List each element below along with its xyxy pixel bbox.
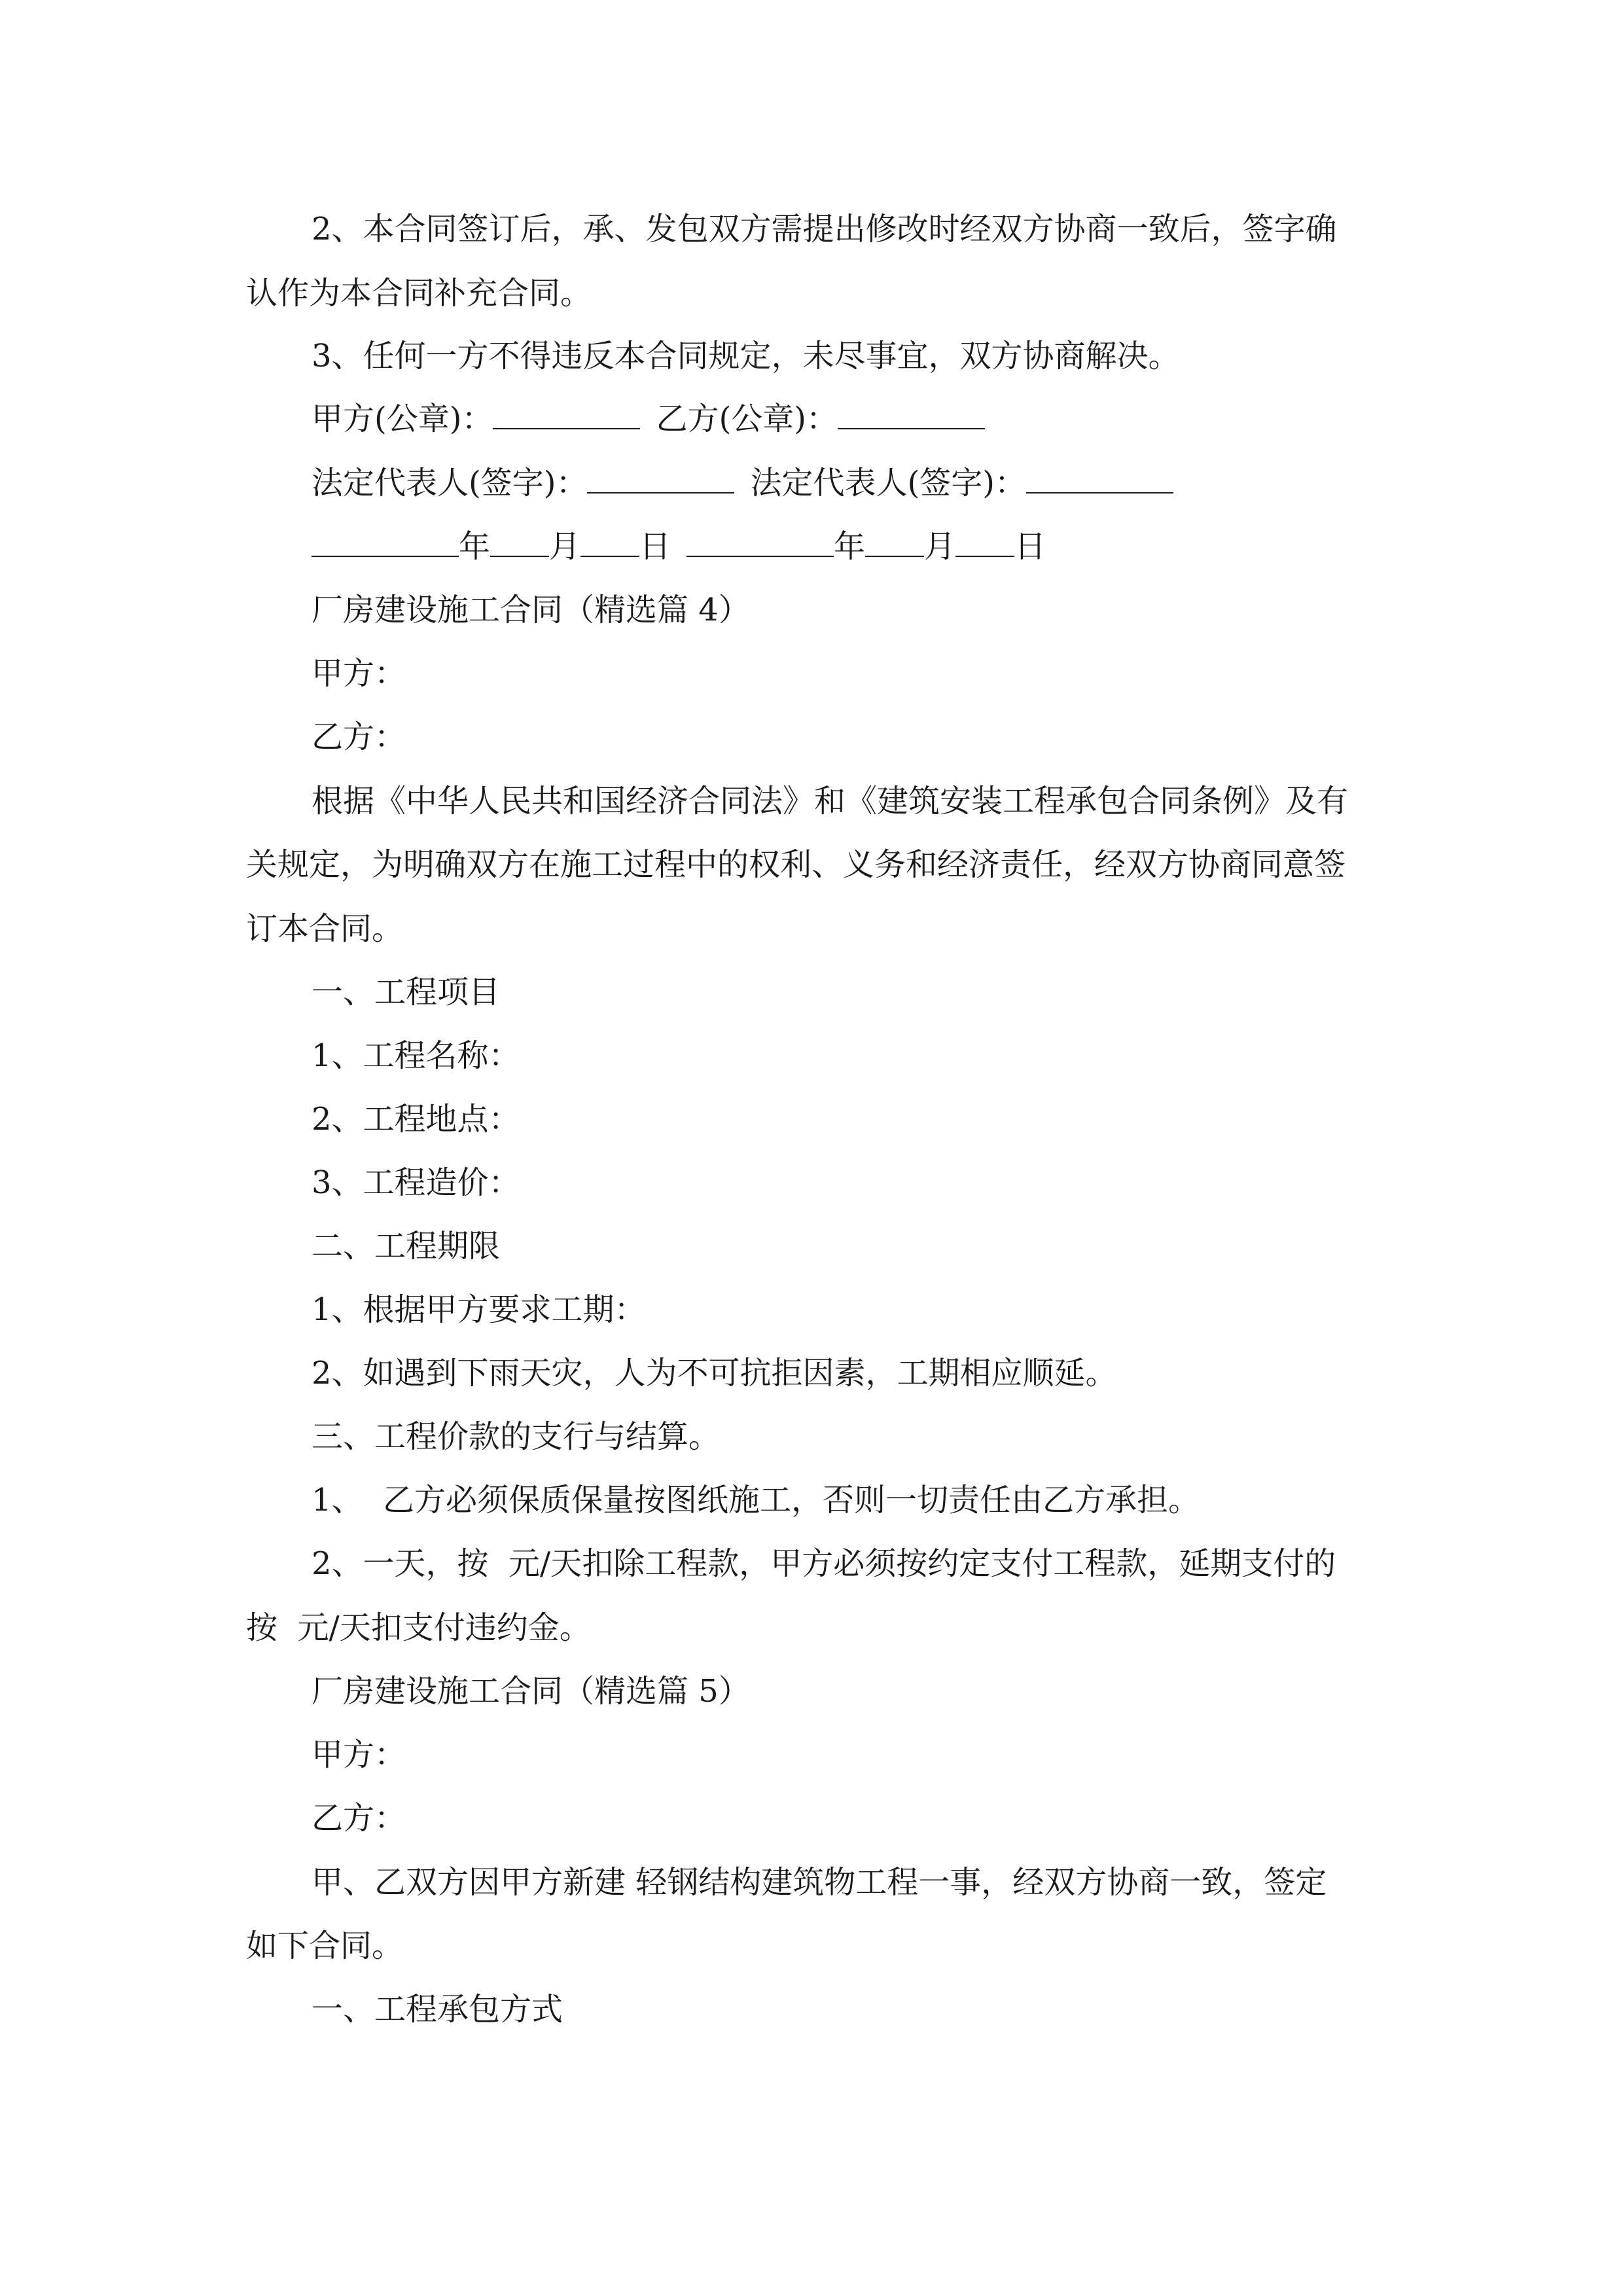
- heading-line: 三、工程价款的支行与结算。: [312, 1418, 721, 1455]
- day-blank: [955, 527, 1014, 557]
- date-line: [312, 527, 1046, 566]
- rep-b-blank: [1026, 463, 1173, 493]
- paragraph-line: 2、如遇到下雨天灾，人为不可抗拒因素，工期相应顺延。: [312, 1355, 1117, 1391]
- year-blank: [687, 527, 834, 557]
- party-b-line: 乙方：: [312, 719, 406, 755]
- party-a-seal-label: 甲方(公章)：: [312, 401, 493, 437]
- party-a-line: 甲方：: [312, 1736, 406, 1773]
- paragraph-line: 根据《中华人民共和国经济合同法》和《建筑安装工程承包合同条例》及有: [312, 783, 1349, 819]
- day-label: 日: [1014, 528, 1046, 565]
- month-label: 月: [924, 528, 956, 565]
- paragraph-line: 甲、乙双方因甲方新建 轻钢结构建筑物工程一事，经双方协商一致，签定: [312, 1864, 1327, 1901]
- year-blank: [312, 527, 459, 557]
- section-title: 厂房建设施工合同（精选篇 4）: [312, 592, 750, 628]
- month-blank: [490, 527, 549, 557]
- party-b-seal-label: 乙方(公章)：: [656, 401, 838, 437]
- section-title: 厂房建设施工合同（精选篇 5）: [312, 1673, 750, 1710]
- rep-b-label: 法定代表人(签字)：: [750, 465, 1026, 501]
- month-blank: [865, 527, 924, 557]
- year-label: 年: [834, 528, 866, 565]
- day-blank: [580, 527, 639, 557]
- year-label: 年: [459, 528, 491, 565]
- party-b-line: 乙方：: [312, 1800, 406, 1837]
- party-b-seal-blank: [838, 399, 985, 429]
- party-a-line: 甲方：: [312, 655, 406, 692]
- day-label: 日: [639, 528, 671, 565]
- paragraph-line: 1、根据甲方要求工期：: [312, 1291, 646, 1328]
- rep-a-blank: [587, 463, 734, 493]
- paragraph-line: 2、工程地点：: [312, 1101, 520, 1138]
- paragraph-line: 2、本合同签订后，承、发包双方需提出修改时经双方协商一致后，签字确: [312, 211, 1337, 247]
- heading-line: 一、工程项目: [312, 974, 501, 1011]
- paragraph-line: 3、工程造价：: [312, 1164, 520, 1201]
- paragraph-line: 1、工程名称：: [312, 1037, 520, 1074]
- representative-line: [312, 463, 1173, 503]
- paragraph-line: 关规定，为明确双方在施工过程中的权利、义务和经济责任，经双方协商同意签: [246, 846, 1346, 883]
- paragraph-line: 订本合同。: [246, 910, 404, 947]
- heading-line: 一、工程承包方式: [312, 1991, 563, 2028]
- heading-line: 二、工程期限: [312, 1228, 501, 1265]
- party-a-seal-blank: [493, 399, 640, 429]
- paragraph-line: 2、一天，按 元/天扣除工程款，甲方必须按约定支付工程款，延期支付的: [312, 1545, 1336, 1582]
- paragraph-line: 1、 乙方必须保质保量按图纸施工，否则一切责任由乙方承担。: [312, 1482, 1200, 1518]
- month-label: 月: [549, 528, 581, 565]
- seal-line: [312, 399, 985, 439]
- paragraph-line: 3、任何一方不得违反本合同规定，未尽事宜，双方协商解决。: [312, 338, 1180, 374]
- paragraph-line: 按 元/天扣支付违约金。: [246, 1609, 591, 1646]
- rep-a-label: 法定代表人(签字)：: [312, 465, 588, 501]
- paragraph-line: 如下合同。: [246, 1928, 404, 1964]
- paragraph-line: 认作为本合同补充合同。: [246, 275, 592, 312]
